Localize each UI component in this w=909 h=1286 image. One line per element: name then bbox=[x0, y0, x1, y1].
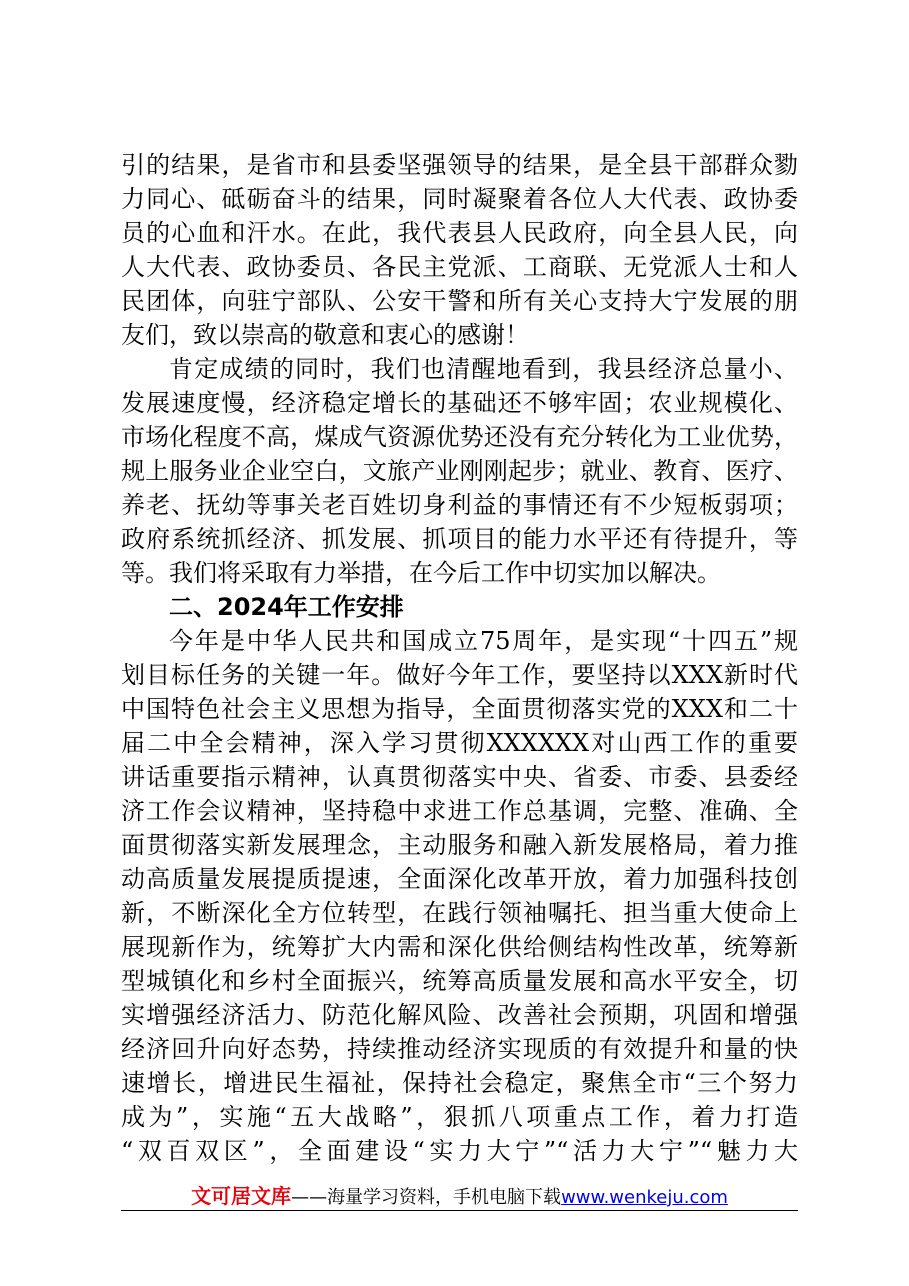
footer-brand: 文可居文库 bbox=[191, 1184, 292, 1208]
text-line: 型城镇化和乡村全面振兴，统筹高质量发展和高水平安全，切 bbox=[121, 967, 798, 995]
text-line: 肯定成绩的同时，我们也清醒地看到，我县经济总量小、 bbox=[169, 355, 798, 383]
text-line: 人大代表、政协委员、各民主党派、工商联、无党派人士和人 bbox=[121, 253, 798, 281]
text-line: 划目标任务的关键一年。做好今年工作，要坚持以XXX新时代 bbox=[121, 661, 798, 689]
text-line: “双百双区”，全面建设“实力大宁”“活力大宁”“魅力大 bbox=[121, 1137, 798, 1165]
text-line: 讲话重要指示精神，认真贯彻落实中央、省委、市委、县委经 bbox=[121, 763, 798, 791]
text-line: 展现新作为，统筹扩大内需和深化供给侧结构性改革，统筹新 bbox=[121, 933, 798, 961]
text-line: 员的心血和汗水。在此，我代表县人民政府，向全县人民，向 bbox=[121, 219, 798, 247]
text-line: 济工作会议精神，坚持稳中求进工作总基调，完整、准确、全 bbox=[121, 797, 798, 825]
footer-divider bbox=[121, 1210, 798, 1211]
text-line: 民团体，向驻宁部队、公安干警和所有关心支持大宁发展的朋 bbox=[121, 287, 798, 315]
text-line: 规上服务业企业空白，文旅产业刚刚起步；就业、教育、医疗、 bbox=[121, 457, 798, 485]
text-line: 实增强经济活力、防范化解风险、改善社会预期，巩固和增强 bbox=[121, 1001, 798, 1029]
text-line: 成为”，实施“五大战略”，狠抓八项重点工作，着力打造 bbox=[121, 1103, 798, 1131]
paragraph-acknowledgement bbox=[121, 148, 798, 352]
text-line: 经济回升向好态势，持续推动经济实现质的有效提升和量的快 bbox=[121, 1035, 798, 1063]
text-line: 引的结果，是省市和县委坚强领导的结果，是全县干部群众勠 bbox=[121, 151, 798, 179]
page-footer bbox=[121, 1183, 798, 1209]
text-line: 新，不断深化全方位转型，在践行领袖嘱托、担当重大使命上 bbox=[121, 899, 798, 927]
text-line: 养老、抚幼等事关老百姓切身利益的事情还有不少短板弱项； bbox=[121, 491, 798, 519]
text-line: 友们，致以崇高的敬意和衷心的感谢！ bbox=[121, 321, 529, 349]
section-heading: 二、2024年工作安排 bbox=[169, 593, 404, 621]
paragraph-shortcomings bbox=[121, 352, 798, 590]
text-line: 届二中全会精神，深入学习贯彻XXXXXX对山西工作的重要 bbox=[121, 729, 798, 757]
text-line: 发展速度慢，经济稳定增长的基础还不够牢固；农业规模化、 bbox=[121, 389, 798, 417]
text-line: 政府系统抓经济、抓发展、抓项目的能力水平还有待提升，等 bbox=[121, 525, 798, 553]
paragraph-work-plan bbox=[121, 624, 798, 1168]
footer-url-link[interactable]: www.wenkeju.com bbox=[561, 1187, 728, 1208]
text-line: 市场化程度不高，煤成气资源优势还没有充分转化为工业优势， bbox=[121, 423, 798, 451]
document-body bbox=[121, 148, 798, 1168]
text-line: 动高质量发展提质提速，全面深化改革开放，着力加强科技创 bbox=[121, 865, 798, 893]
text-line: 等。我们将采取有力举措，在今后工作中切实加以解决。 bbox=[121, 559, 721, 587]
footer-slogan: ——海量学习资料，手机电脑下载 bbox=[291, 1187, 562, 1208]
text-line: 面贯彻落实新发展理念，主动服务和融入新发展格局，着力推 bbox=[121, 831, 798, 859]
text-line: 力同心、砥砺奋斗的结果，同时凝聚着各位人大代表、政协委 bbox=[121, 185, 798, 213]
text-line: 中国特色社会主义思想为指导，全面贯彻落实党的XXX和二十 bbox=[121, 695, 798, 723]
text-line: 今年是中华人民共和国成立75周年，是实现“十四五”规 bbox=[169, 627, 798, 655]
text-line: 速增长，增进民生福祉，保持社会稳定，聚焦全市“三个努力 bbox=[121, 1069, 798, 1097]
